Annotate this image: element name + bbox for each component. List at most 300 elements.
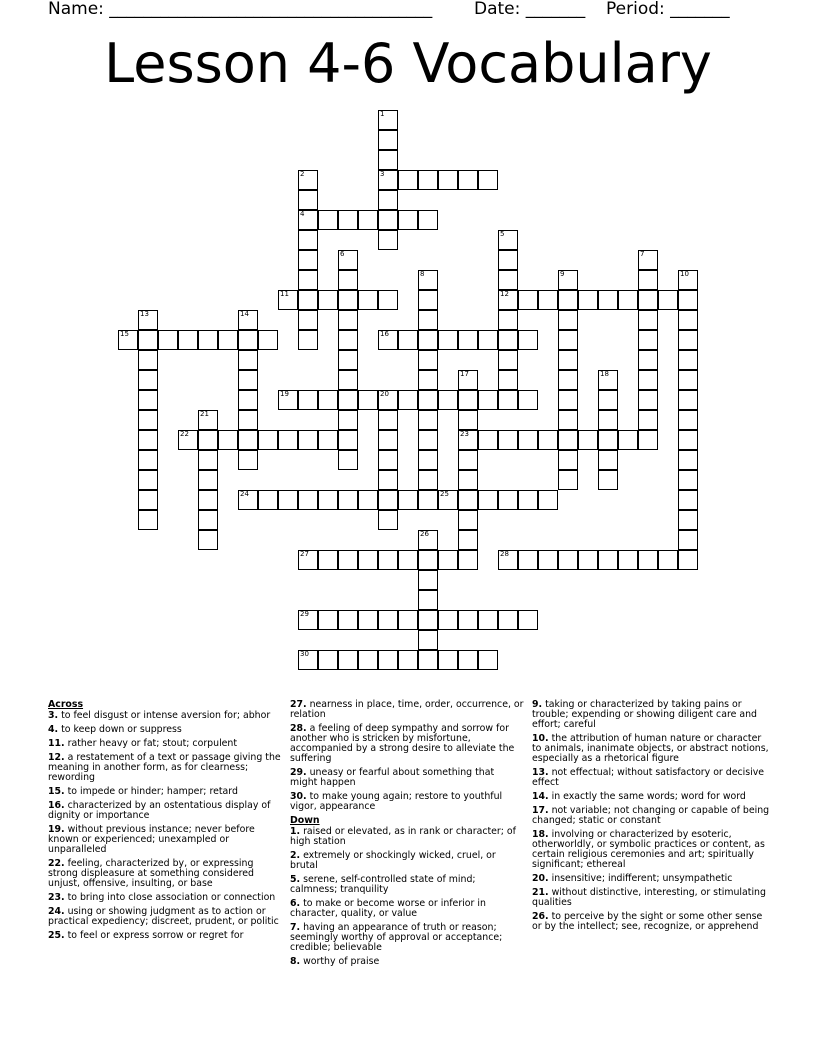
crossword-cell[interactable] bbox=[338, 330, 358, 350]
crossword-cell[interactable] bbox=[498, 610, 518, 630]
crossword-cell[interactable] bbox=[598, 290, 618, 310]
clue-number: 26 bbox=[420, 530, 429, 538]
crossword-cell[interactable] bbox=[198, 410, 218, 430]
crossword-cell[interactable] bbox=[478, 390, 498, 410]
crossword-cell[interactable] bbox=[538, 290, 558, 310]
clue-item bbox=[290, 792, 524, 812]
crossword-cell[interactable] bbox=[138, 350, 158, 370]
crossword-cell[interactable] bbox=[678, 550, 698, 570]
crossword-cell[interactable] bbox=[358, 490, 378, 510]
clue-item bbox=[48, 787, 282, 797]
crossword-cell[interactable] bbox=[518, 610, 538, 630]
crossword-cell[interactable] bbox=[278, 290, 298, 310]
crossword-cell[interactable] bbox=[418, 410, 438, 430]
crossword-cell[interactable] bbox=[338, 290, 358, 310]
crossword-cell[interactable] bbox=[418, 350, 438, 370]
crossword-cell[interactable] bbox=[298, 210, 318, 230]
clue-item-text: using or showing judgment as to action or practical expediency; discreet, prudent, or politic bbox=[48, 906, 279, 927]
clue-item bbox=[48, 931, 282, 941]
crossword-cell[interactable] bbox=[258, 490, 278, 510]
crossword-cell[interactable] bbox=[378, 470, 398, 490]
crossword-cell[interactable] bbox=[458, 370, 478, 390]
clue-item-number: 20. bbox=[532, 873, 549, 884]
crossword-cell[interactable] bbox=[498, 390, 518, 410]
crossword-cell[interactable] bbox=[638, 250, 658, 270]
crossword-cell[interactable] bbox=[378, 490, 398, 510]
crossword-cell[interactable] bbox=[418, 490, 438, 510]
crossword-cell[interactable] bbox=[378, 510, 398, 530]
clue-item-number: 8. bbox=[290, 956, 301, 967]
crossword-cell[interactable] bbox=[418, 310, 438, 330]
clue-item-number: 26. bbox=[532, 911, 549, 922]
crossword-cell[interactable] bbox=[458, 330, 478, 350]
crossword-cell[interactable] bbox=[498, 250, 518, 270]
crossword-cell[interactable] bbox=[518, 550, 538, 570]
crossword-cell[interactable] bbox=[338, 390, 358, 410]
crossword-cell[interactable] bbox=[518, 430, 538, 450]
clue-number: 8 bbox=[420, 270, 425, 278]
clue-item-text: involving or characterized by esoteric, otherworldly, or symbolic practices or content, as certain religious ceremonies and art; spiritually significant; ethereal bbox=[532, 829, 765, 870]
crossword-cell[interactable] bbox=[338, 210, 358, 230]
crossword-cell[interactable] bbox=[198, 430, 218, 450]
period-field[interactable]: Period: _______ bbox=[606, 0, 730, 19]
crossword-cell[interactable] bbox=[658, 290, 678, 310]
crossword-cell[interactable] bbox=[378, 170, 398, 190]
crossword-cell[interactable] bbox=[558, 330, 578, 350]
crossword-cell[interactable] bbox=[298, 390, 318, 410]
crossword-cell[interactable] bbox=[398, 650, 418, 670]
crossword-cell[interactable] bbox=[638, 410, 658, 430]
clue-item bbox=[290, 899, 524, 919]
clues-column-2 bbox=[290, 700, 524, 971]
crossword-cell[interactable] bbox=[498, 430, 518, 450]
clue-item bbox=[290, 768, 524, 788]
crossword-cell[interactable] bbox=[378, 550, 398, 570]
page-title: Lesson 4-6 Vocabulary bbox=[104, 32, 712, 95]
crossword-cell[interactable] bbox=[138, 450, 158, 470]
crossword-cell[interactable] bbox=[318, 430, 338, 450]
crossword-cell[interactable] bbox=[458, 470, 478, 490]
crossword-cell[interactable] bbox=[378, 150, 398, 170]
crossword-cell[interactable] bbox=[178, 330, 198, 350]
crossword-cell[interactable] bbox=[258, 330, 278, 350]
clue-item bbox=[48, 907, 282, 927]
crossword-cell[interactable] bbox=[298, 330, 318, 350]
crossword-cell[interactable] bbox=[418, 610, 438, 630]
clue-item bbox=[532, 700, 770, 730]
crossword-cell[interactable] bbox=[338, 310, 358, 330]
crossword-cell[interactable] bbox=[538, 550, 558, 570]
clue-number: 12 bbox=[500, 290, 509, 298]
crossword-cell[interactable] bbox=[378, 430, 398, 450]
clue-number: 16 bbox=[380, 330, 389, 338]
clue-item-number: 6. bbox=[290, 898, 301, 909]
crossword-cell[interactable] bbox=[378, 410, 398, 430]
crossword-cell[interactable] bbox=[178, 430, 198, 450]
crossword-cell[interactable] bbox=[458, 510, 478, 530]
crossword-cell[interactable] bbox=[438, 550, 458, 570]
crossword-cell[interactable] bbox=[278, 430, 298, 450]
clue-item-number: 28. bbox=[290, 723, 307, 734]
clue-item-text: having an appearance of truth or reason; seemingly worthy of approval or acceptance; credible; believable bbox=[290, 922, 503, 953]
clue-item-number: 24. bbox=[48, 906, 65, 917]
crossword-cell[interactable] bbox=[638, 550, 658, 570]
crossword-cell[interactable] bbox=[298, 270, 318, 290]
clue-item bbox=[532, 830, 770, 870]
crossword-cell[interactable] bbox=[278, 490, 298, 510]
crossword-cell[interactable] bbox=[418, 470, 438, 490]
crossword-cell[interactable] bbox=[358, 650, 378, 670]
clue-item-text: not effectual; without satisfactory or decisive effect bbox=[532, 767, 765, 788]
crossword-cell[interactable] bbox=[458, 410, 478, 430]
crossword-cell[interactable] bbox=[458, 490, 478, 510]
crossword-cell[interactable] bbox=[378, 230, 398, 250]
crossword-cell[interactable] bbox=[238, 390, 258, 410]
crossword-cell[interactable] bbox=[658, 550, 678, 570]
crossword-cell[interactable] bbox=[678, 370, 698, 390]
crossword-cell[interactable] bbox=[538, 490, 558, 510]
crossword-cell[interactable] bbox=[418, 210, 438, 230]
crossword-cell[interactable] bbox=[498, 290, 518, 310]
crossword-cell[interactable] bbox=[298, 430, 318, 450]
crossword-cell[interactable] bbox=[138, 310, 158, 330]
crossword-cell[interactable] bbox=[558, 350, 578, 370]
crossword-cell[interactable] bbox=[618, 550, 638, 570]
crossword-cell[interactable] bbox=[338, 430, 358, 450]
crossword-cell[interactable] bbox=[418, 530, 438, 550]
crossword-cell[interactable] bbox=[318, 490, 338, 510]
crossword-cell[interactable] bbox=[678, 270, 698, 290]
clue-item bbox=[48, 801, 282, 821]
crossword-cell[interactable] bbox=[318, 650, 338, 670]
crossword-cell[interactable] bbox=[558, 410, 578, 430]
clue-number: 2 bbox=[300, 170, 305, 178]
crossword-cell[interactable] bbox=[138, 490, 158, 510]
crossword-cell[interactable] bbox=[638, 290, 658, 310]
crossword-cell[interactable] bbox=[198, 490, 218, 510]
crossword-cell[interactable] bbox=[198, 450, 218, 470]
crossword-cell[interactable] bbox=[438, 390, 458, 410]
crossword-cell[interactable] bbox=[358, 290, 378, 310]
crossword-cell[interactable] bbox=[478, 610, 498, 630]
clue-item bbox=[532, 888, 770, 908]
crossword-cell[interactable] bbox=[558, 470, 578, 490]
crossword-cell[interactable] bbox=[498, 490, 518, 510]
crossword-cell[interactable] bbox=[378, 290, 398, 310]
clue-item-text: without distinctive, interesting, or stimulating qualities bbox=[532, 887, 766, 908]
crossword-cell[interactable] bbox=[678, 290, 698, 310]
crossword-cell[interactable] bbox=[338, 270, 358, 290]
crossword-cell[interactable] bbox=[558, 430, 578, 450]
clue-item-text: insensitive; indifferent; unsympathetic bbox=[551, 873, 733, 884]
crossword-cell[interactable] bbox=[158, 330, 178, 350]
clue-number: 28 bbox=[500, 550, 509, 558]
clue-item-text: to bring into close association or connection bbox=[67, 892, 276, 903]
crossword-cell[interactable] bbox=[378, 110, 398, 130]
crossword-cell[interactable] bbox=[278, 390, 298, 410]
crossword-cell[interactable] bbox=[598, 370, 618, 390]
crossword-cell[interactable] bbox=[638, 310, 658, 330]
clue-item-text: raised or elevated, as in rank or character; of high station bbox=[290, 826, 516, 847]
crossword-cell[interactable] bbox=[198, 510, 218, 530]
crossword-cell[interactable] bbox=[138, 430, 158, 450]
crossword-cell[interactable] bbox=[418, 450, 438, 470]
crossword-cell[interactable] bbox=[138, 390, 158, 410]
crossword-cell[interactable] bbox=[678, 470, 698, 490]
clue-item bbox=[48, 725, 282, 735]
crossword-cell[interactable] bbox=[498, 310, 518, 330]
crossword-cell[interactable] bbox=[558, 310, 578, 330]
date-field[interactable]: Date: _______ bbox=[474, 0, 586, 19]
crossword-cell[interactable] bbox=[378, 190, 398, 210]
crossword-cell[interactable] bbox=[598, 410, 618, 430]
crossword-cell[interactable] bbox=[238, 410, 258, 430]
clue-item-number: 11. bbox=[48, 738, 65, 749]
crossword-cell[interactable] bbox=[418, 330, 438, 350]
crossword-cell[interactable] bbox=[478, 430, 498, 450]
crossword-cell[interactable] bbox=[338, 650, 358, 670]
crossword-cell[interactable] bbox=[138, 510, 158, 530]
crossword-cell[interactable] bbox=[198, 530, 218, 550]
crossword-cell[interactable] bbox=[298, 290, 318, 310]
crossword-cell[interactable] bbox=[558, 290, 578, 310]
crossword-cell[interactable] bbox=[378, 390, 398, 410]
crossword-cell[interactable] bbox=[298, 490, 318, 510]
crossword-cell[interactable] bbox=[638, 270, 658, 290]
clue-item-text: feeling, characterized by, or expressing strong displeasure at something considered unjust, offensive, insulting, or base bbox=[48, 858, 254, 889]
crossword-cell[interactable] bbox=[298, 190, 318, 210]
crossword-cell[interactable] bbox=[298, 310, 318, 330]
crossword-cell[interactable] bbox=[338, 490, 358, 510]
crossword-cell[interactable] bbox=[238, 350, 258, 370]
clue-item-number: 27. bbox=[290, 699, 307, 710]
crossword-cell[interactable] bbox=[398, 390, 418, 410]
crossword-cell[interactable] bbox=[298, 610, 318, 630]
clue-number: 6 bbox=[340, 250, 345, 258]
crossword-cell[interactable] bbox=[398, 330, 418, 350]
clue-item-text: to perceive by the sight or some other sense or by the intellect; see, recognize, or apprehend bbox=[532, 911, 763, 932]
crossword-cell[interactable] bbox=[338, 450, 358, 470]
crossword-cell[interactable] bbox=[198, 330, 218, 350]
crossword-cell[interactable] bbox=[678, 350, 698, 370]
crossword-cell[interactable] bbox=[398, 210, 418, 230]
clue-item bbox=[48, 859, 282, 889]
crossword-cell[interactable] bbox=[678, 530, 698, 550]
crossword-cell[interactable] bbox=[418, 650, 438, 670]
crossword-cell[interactable] bbox=[318, 290, 338, 310]
crossword-cell[interactable] bbox=[358, 610, 378, 630]
crossword-cell[interactable] bbox=[558, 370, 578, 390]
crossword-cell[interactable] bbox=[498, 550, 518, 570]
crossword-cell[interactable] bbox=[458, 530, 478, 550]
crossword-cell[interactable] bbox=[418, 630, 438, 650]
clue-item-number: 19. bbox=[48, 824, 65, 835]
crossword-cell[interactable] bbox=[458, 650, 478, 670]
name-field[interactable]: Name: ______________________________________ bbox=[48, 0, 433, 19]
crossword-cell[interactable] bbox=[638, 330, 658, 350]
crossword-cell[interactable] bbox=[138, 410, 158, 430]
crossword-cell[interactable] bbox=[578, 550, 598, 570]
clue-number: 19 bbox=[280, 390, 289, 398]
crossword-cell[interactable] bbox=[638, 430, 658, 450]
crossword-cell[interactable] bbox=[298, 650, 318, 670]
crossword-cell[interactable] bbox=[318, 390, 338, 410]
clue-number: 22 bbox=[180, 430, 189, 438]
crossword-cell[interactable] bbox=[118, 330, 138, 350]
crossword-cell[interactable] bbox=[418, 570, 438, 590]
crossword-cell[interactable] bbox=[378, 130, 398, 150]
clue-item-number: 15. bbox=[48, 786, 65, 797]
crossword-cell[interactable] bbox=[418, 170, 438, 190]
crossword-cell[interactable] bbox=[438, 170, 458, 190]
clue-number: 13 bbox=[140, 310, 149, 318]
crossword-cell[interactable] bbox=[298, 550, 318, 570]
crossword-cell[interactable] bbox=[198, 470, 218, 490]
crossword-cell[interactable] bbox=[358, 390, 378, 410]
crossword-cell[interactable] bbox=[318, 550, 338, 570]
crossword-cell[interactable] bbox=[678, 490, 698, 510]
crossword-cell[interactable] bbox=[218, 330, 238, 350]
crossword-cell[interactable] bbox=[338, 370, 358, 390]
crossword-cell[interactable] bbox=[598, 470, 618, 490]
clue-item bbox=[532, 768, 770, 788]
crossword-cell[interactable] bbox=[238, 450, 258, 470]
crossword-cell[interactable] bbox=[498, 270, 518, 290]
clue-item bbox=[532, 874, 770, 884]
crossword-cell[interactable] bbox=[238, 310, 258, 330]
crossword-cell[interactable] bbox=[438, 610, 458, 630]
crossword-cell[interactable] bbox=[378, 450, 398, 470]
crossword-cell[interactable] bbox=[398, 490, 418, 510]
clue-item-text: to feel disgust or intense aversion for; abhor bbox=[61, 710, 271, 721]
crossword-cell[interactable] bbox=[458, 390, 478, 410]
crossword-cell[interactable] bbox=[238, 430, 258, 450]
crossword-cell[interactable] bbox=[638, 350, 658, 370]
crossword-cell[interactable] bbox=[518, 330, 538, 350]
crossword-cell[interactable] bbox=[578, 290, 598, 310]
clue-item-text: to impede or hinder; hamper; retard bbox=[67, 786, 238, 797]
crossword-cell[interactable] bbox=[258, 430, 278, 450]
crossword-cell[interactable] bbox=[678, 390, 698, 410]
crossword-cell[interactable] bbox=[398, 610, 418, 630]
crossword-cell[interactable] bbox=[418, 270, 438, 290]
crossword-cell[interactable] bbox=[338, 350, 358, 370]
crossword-cell[interactable] bbox=[478, 170, 498, 190]
crossword-cell[interactable] bbox=[358, 210, 378, 230]
clue-number: 25 bbox=[440, 490, 449, 498]
crossword-cell[interactable] bbox=[398, 170, 418, 190]
clue-item-number: 2. bbox=[290, 850, 301, 861]
crossword-cell[interactable] bbox=[498, 230, 518, 250]
crossword-cell[interactable] bbox=[498, 330, 518, 350]
crossword-cell[interactable] bbox=[478, 490, 498, 510]
crossword-cell[interactable] bbox=[478, 330, 498, 350]
crossword-cell[interactable] bbox=[538, 430, 558, 450]
crossword-cell[interactable] bbox=[318, 610, 338, 630]
crossword-cell[interactable] bbox=[378, 210, 398, 230]
crossword-cell[interactable] bbox=[558, 550, 578, 570]
clue-item-text: the attribution of human nature or character to animals, inanimate objects, or abstract notions, especially as a rhetorical figure bbox=[532, 733, 769, 764]
crossword-cell[interactable] bbox=[678, 410, 698, 430]
crossword-cell[interactable] bbox=[458, 430, 478, 450]
crossword-cell[interactable] bbox=[338, 410, 358, 430]
crossword-cell[interactable] bbox=[338, 250, 358, 270]
crossword-cell[interactable] bbox=[558, 390, 578, 410]
crossword-cell[interactable] bbox=[638, 390, 658, 410]
crossword-cell[interactable] bbox=[418, 390, 438, 410]
clue-item-number: 7. bbox=[290, 922, 301, 933]
crossword-cell[interactable] bbox=[598, 430, 618, 450]
crossword-cell[interactable] bbox=[678, 330, 698, 350]
clue-item bbox=[48, 753, 282, 783]
crossword-cell[interactable] bbox=[138, 330, 158, 350]
crossword-cell[interactable] bbox=[238, 490, 258, 510]
crossword-cell[interactable] bbox=[338, 550, 358, 570]
crossword-cell[interactable] bbox=[618, 430, 638, 450]
crossword-cell[interactable] bbox=[418, 430, 438, 450]
crossword-cell[interactable] bbox=[578, 430, 598, 450]
crossword-cell[interactable] bbox=[678, 510, 698, 530]
crossword-cell[interactable] bbox=[438, 490, 458, 510]
clue-item bbox=[532, 806, 770, 826]
crossword-cell[interactable] bbox=[438, 650, 458, 670]
crossword-cell[interactable] bbox=[438, 330, 458, 350]
crossword-cell[interactable] bbox=[398, 550, 418, 570]
crossword-cell[interactable] bbox=[518, 290, 538, 310]
crossword-cell[interactable] bbox=[138, 470, 158, 490]
crossword-cell[interactable] bbox=[458, 550, 478, 570]
crossword-cell[interactable] bbox=[518, 390, 538, 410]
crossword-cell[interactable] bbox=[678, 310, 698, 330]
crossword-cell[interactable] bbox=[318, 210, 338, 230]
crossword-cell[interactable] bbox=[418, 550, 438, 570]
crossword-cell[interactable] bbox=[378, 610, 398, 630]
crossword-cell[interactable] bbox=[598, 450, 618, 470]
crossword-cell[interactable] bbox=[418, 590, 438, 610]
crossword-cell[interactable] bbox=[378, 330, 398, 350]
crossword-cell[interactable] bbox=[478, 650, 498, 670]
crossword-cell[interactable] bbox=[638, 370, 658, 390]
crossword-cell[interactable] bbox=[518, 490, 538, 510]
crossword-cell[interactable] bbox=[338, 610, 358, 630]
crossword-cell[interactable] bbox=[378, 650, 398, 670]
crossword-cell[interactable] bbox=[298, 230, 318, 250]
clue-item-number: 3. bbox=[48, 710, 59, 721]
crossword-cell[interactable] bbox=[418, 290, 438, 310]
crossword-cell[interactable] bbox=[418, 370, 438, 390]
crossword-cell[interactable] bbox=[498, 350, 518, 370]
clue-number: 23 bbox=[460, 430, 469, 438]
crossword-cell[interactable] bbox=[558, 270, 578, 290]
crossword-cell[interactable] bbox=[458, 610, 478, 630]
crossword-cell[interactable] bbox=[678, 430, 698, 450]
crossword-cell[interactable] bbox=[358, 550, 378, 570]
crossword-cell[interactable] bbox=[238, 370, 258, 390]
crossword-cell[interactable] bbox=[598, 550, 618, 570]
crossword-cell[interactable] bbox=[458, 170, 478, 190]
crossword-cell[interactable] bbox=[678, 450, 698, 470]
crossword-cell[interactable] bbox=[138, 370, 158, 390]
crossword-cell[interactable] bbox=[298, 250, 318, 270]
crossword-cell[interactable] bbox=[218, 430, 238, 450]
crossword-cell[interactable] bbox=[298, 170, 318, 190]
crossword-cell[interactable] bbox=[498, 370, 518, 390]
crossword-cell[interactable] bbox=[558, 450, 578, 470]
crossword-cell[interactable] bbox=[238, 330, 258, 350]
crossword-cell[interactable] bbox=[598, 390, 618, 410]
crossword-cell[interactable] bbox=[458, 450, 478, 470]
crossword-cell[interactable] bbox=[618, 290, 638, 310]
